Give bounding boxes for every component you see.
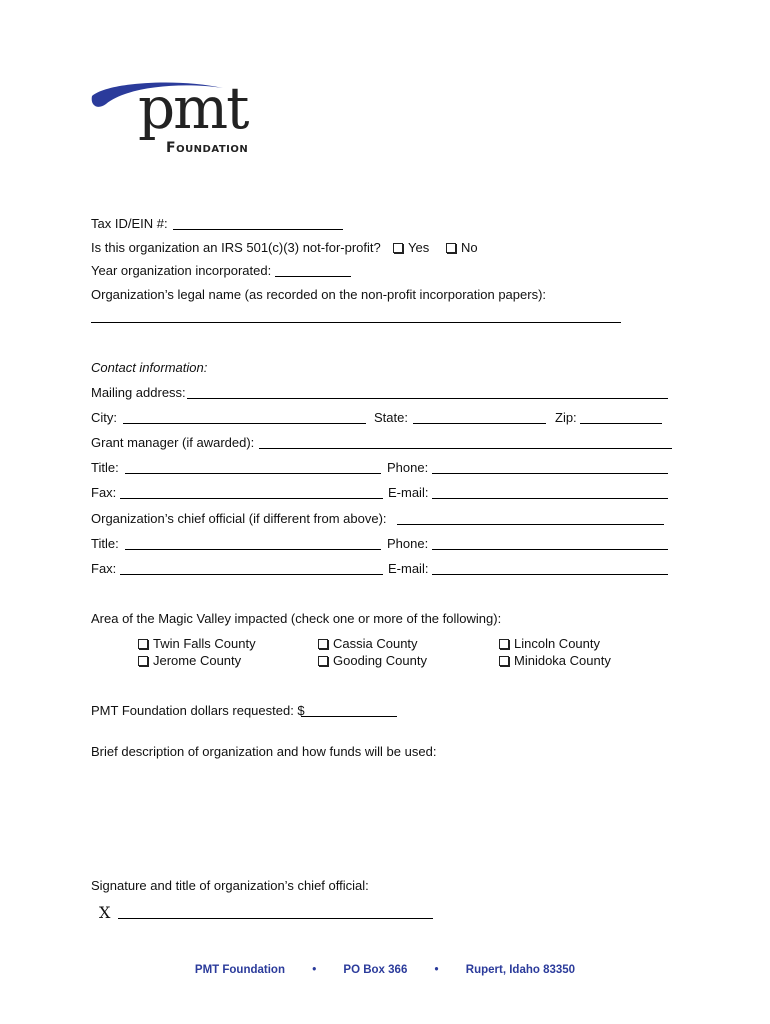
- footer-org: PMT Foundation: [194, 964, 285, 976]
- chief-official-label: Organization’s chief official (if different from above):: [91, 511, 387, 526]
- year-field[interactable]: [275, 276, 351, 277]
- chief-official-field[interactable]: [397, 524, 664, 525]
- dollars-label: PMT Foundation dollars requested: $: [91, 703, 305, 718]
- county-label: Twin Falls County: [153, 636, 256, 651]
- checkbox-icon[interactable]: [138, 656, 148, 666]
- county-label: Jerome County: [153, 653, 242, 668]
- county-label: Gooding County: [333, 653, 427, 668]
- checkbox-icon[interactable]: [318, 639, 328, 649]
- checkbox-icon[interactable]: [446, 243, 456, 253]
- phone-label: Phone:: [387, 460, 429, 475]
- fax-field[interactable]: [120, 498, 383, 499]
- state-field[interactable]: [413, 423, 546, 424]
- contact-heading: Contact information:: [91, 360, 208, 375]
- zip-label: Zip:: [555, 410, 577, 425]
- footer: [0, 964, 770, 976]
- fax-label: Fax:: [91, 485, 117, 500]
- footer-city: Rupert, Idaho 83350: [465, 964, 576, 976]
- logo-subtitle-text: Foundation: [166, 140, 249, 156]
- irs-no-label: No: [461, 240, 478, 255]
- irs-question: Is this organization an IRS 501(c)(3) not-for-profit?: [91, 240, 381, 255]
- checkbox-icon[interactable]: [499, 656, 509, 666]
- logo-subtitle: [166, 140, 248, 156]
- logo-wordmark: pmt: [138, 74, 248, 142]
- phone-field[interactable]: [432, 473, 668, 474]
- email-field[interactable]: [432, 498, 668, 499]
- email-label: E-mail:: [388, 485, 429, 500]
- irs-yes-label: Yes: [408, 240, 430, 255]
- county-label: Lincoln County: [514, 636, 600, 651]
- checkbox-icon[interactable]: [393, 243, 403, 253]
- tax-id-field[interactable]: [173, 229, 343, 230]
- signature-field[interactable]: [118, 918, 433, 919]
- chief-fax-field[interactable]: [120, 574, 383, 575]
- city-field[interactable]: [123, 423, 366, 424]
- checkbox-icon[interactable]: [499, 639, 509, 649]
- footer-box: PO Box 366: [343, 964, 408, 976]
- footer-bullet: •: [312, 964, 317, 976]
- zip-field[interactable]: [580, 423, 662, 424]
- dollars-field[interactable]: [301, 716, 397, 717]
- chief-phone-label: Phone:: [387, 536, 429, 551]
- county-label: Minidoka County: [514, 653, 611, 668]
- chief-title-field[interactable]: [125, 549, 381, 550]
- legal-name-label: Organization’s legal name (as recorded on the non-profit incorporation papers):: [91, 287, 547, 302]
- chief-title-label: Title:: [91, 536, 119, 551]
- legal-name-field[interactable]: [91, 322, 621, 323]
- state-label: State:: [374, 410, 408, 425]
- grant-manager-field[interactable]: [259, 448, 672, 449]
- signature-x-mark: X: [99, 903, 111, 922]
- signature-label: Signature and title of organization’s chief official:: [91, 878, 369, 893]
- chief-email-field[interactable]: [432, 574, 668, 575]
- checkbox-icon[interactable]: [318, 656, 328, 666]
- checkbox-icon[interactable]: [138, 639, 148, 649]
- description-label: Brief description of organization and how funds will be used:: [91, 744, 437, 759]
- city-label: City:: [91, 410, 117, 425]
- chief-fax-label: Fax:: [91, 561, 117, 576]
- county-label: Cassia County: [333, 636, 418, 651]
- chief-phone-field[interactable]: [432, 549, 668, 550]
- mailing-label: Mailing address:: [91, 385, 186, 400]
- title-field[interactable]: [125, 473, 381, 474]
- title-label: Title:: [91, 460, 119, 475]
- area-label: Area of the Magic Valley impacted (check one or more of the following):: [91, 611, 502, 626]
- footer-bullet: •: [434, 964, 439, 976]
- year-label: Year organization incorporated:: [91, 263, 272, 278]
- chief-email-label: E-mail:: [388, 561, 429, 576]
- mailing-field[interactable]: [187, 398, 668, 399]
- tax-id-label: Tax ID/EIN #:: [91, 216, 168, 231]
- grant-manager-label: Grant manager (if awarded):: [91, 435, 255, 450]
